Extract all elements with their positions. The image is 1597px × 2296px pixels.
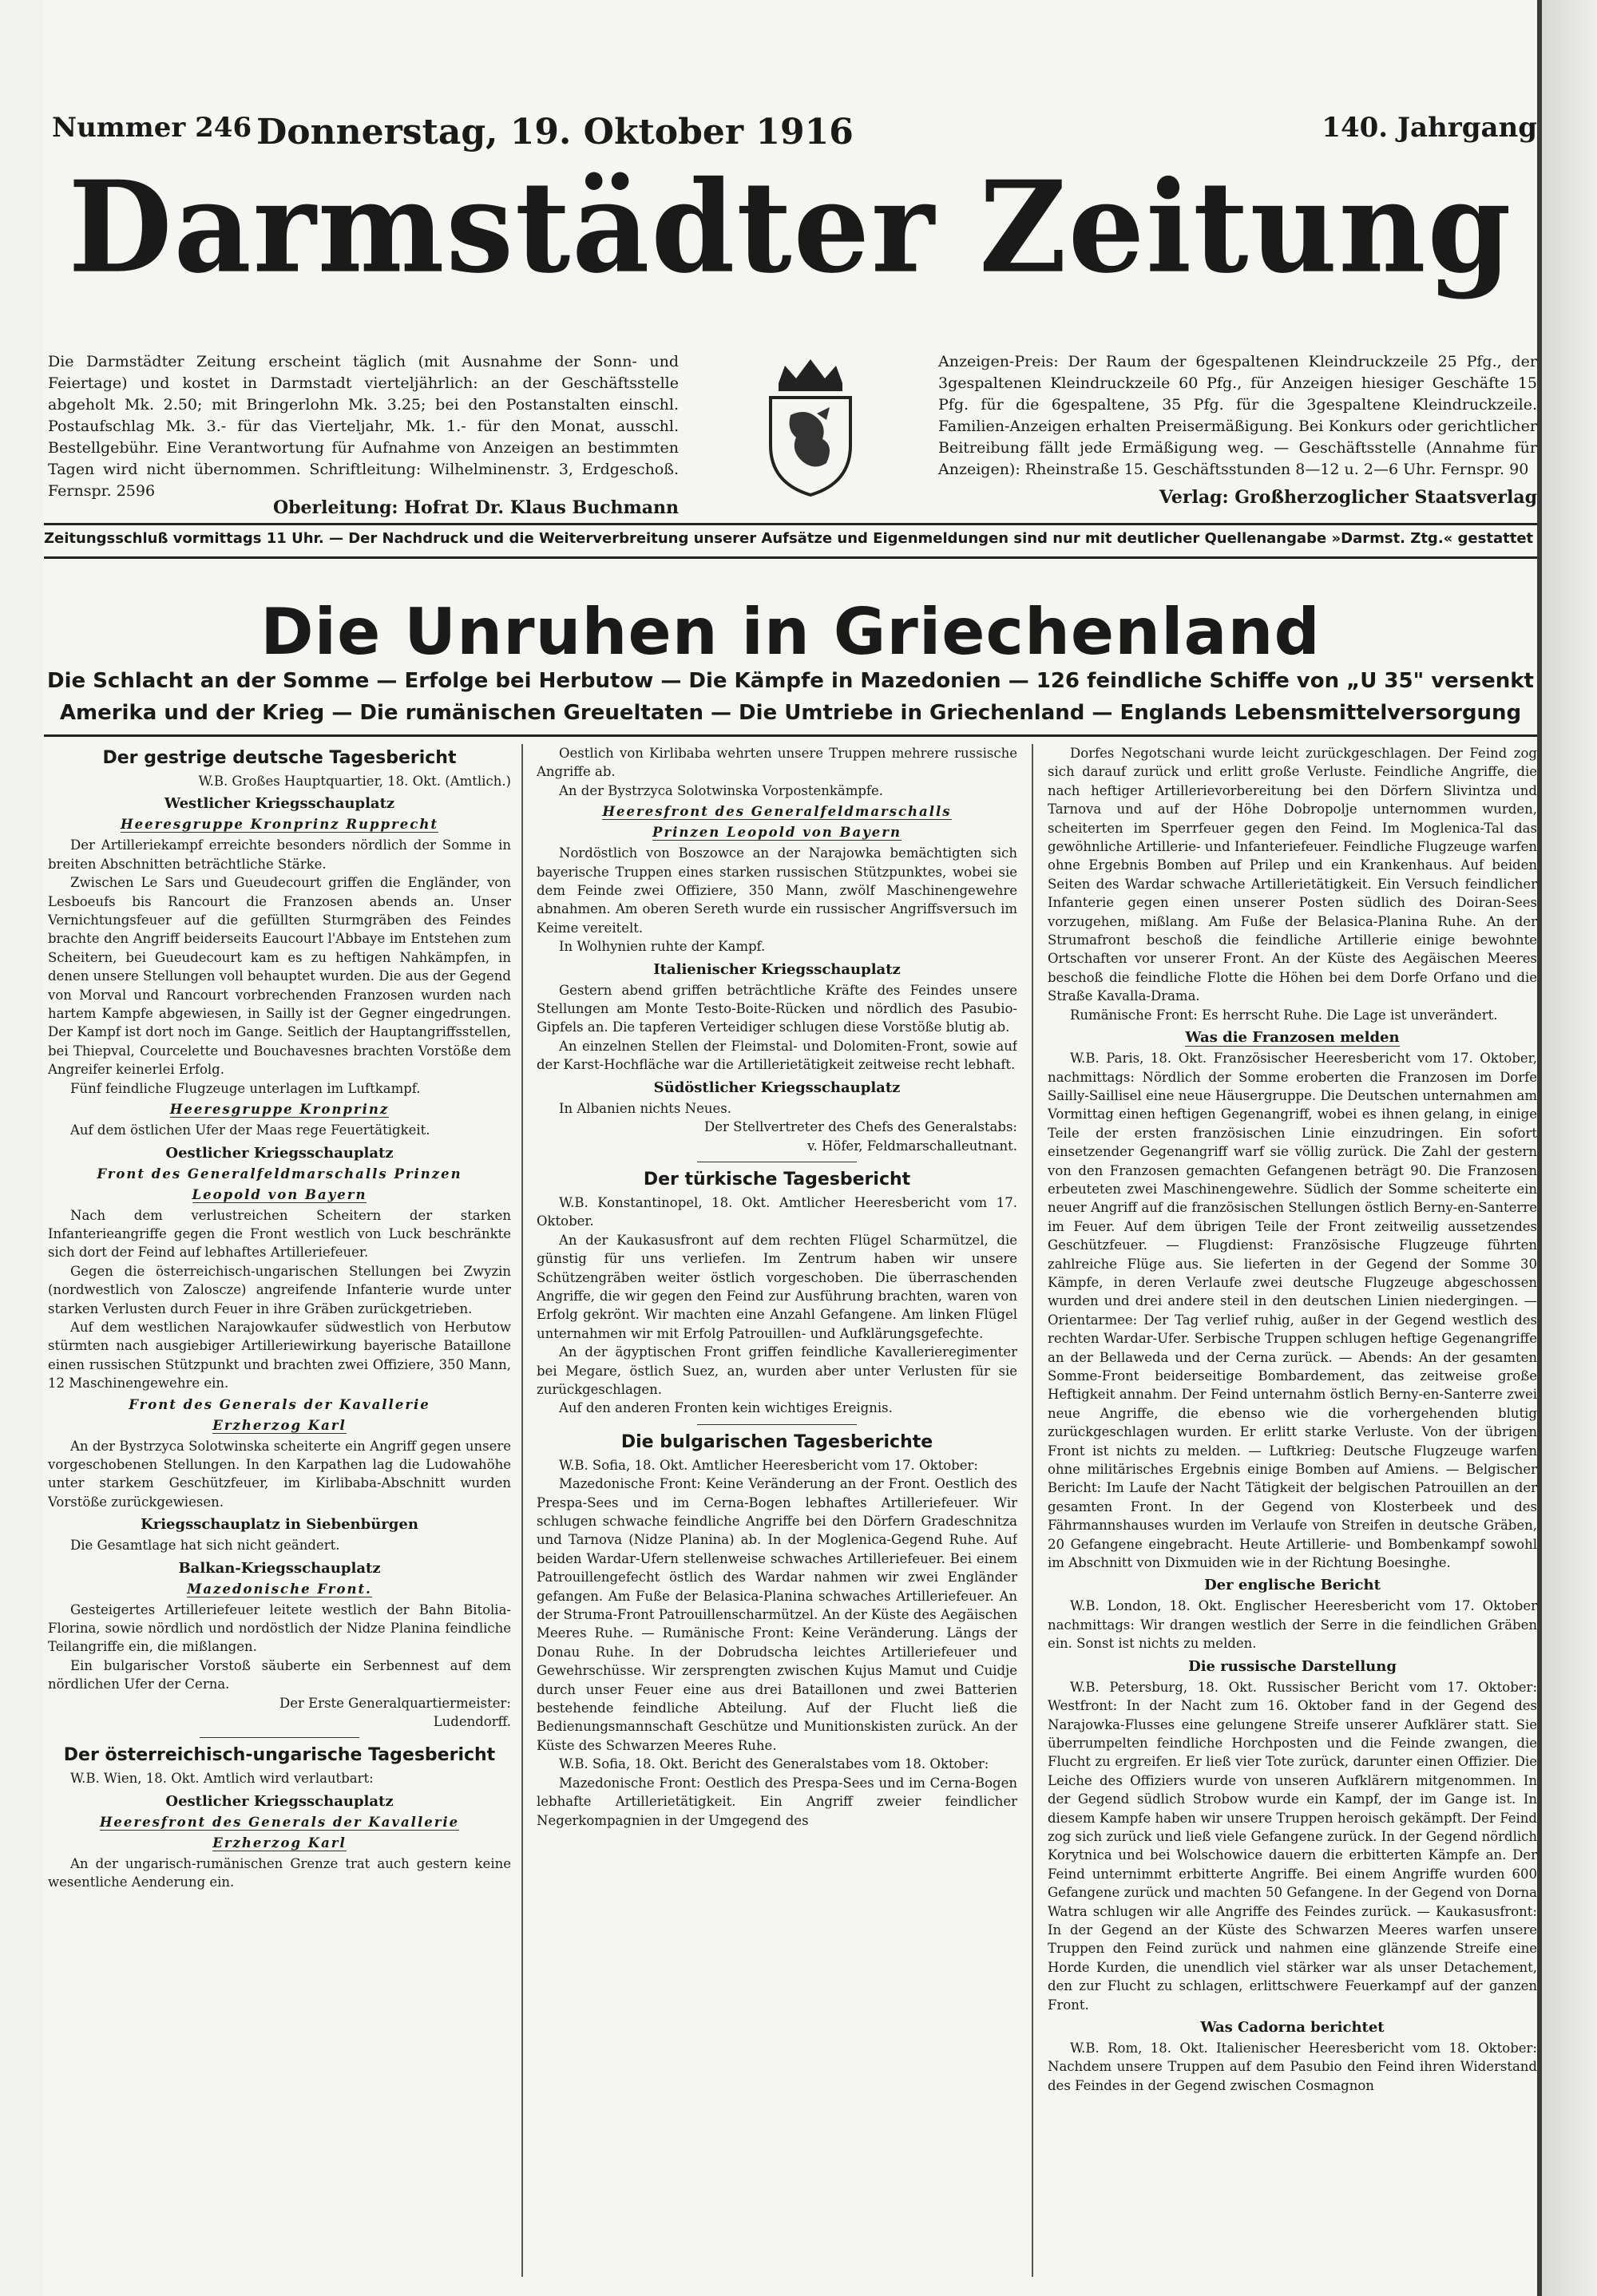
subsection-heading: Oestlicher Kriegsschauplatz xyxy=(165,1792,394,1810)
article-paragraph: Die Gesamtlage hat sich nicht geändert. xyxy=(70,1538,340,1554)
column-3 xyxy=(1048,744,1537,2277)
reprint-notice: Zeitungsschluß vormittags 11 Uhr. — Der Nachdruck und die Weiterverbreitung unserer Aufsätze und Eigenmeldungen sind nur mit deutlicher Quellenangabe »Darmst. Ztg.« gestattet xyxy=(44,530,1534,547)
article-paragraph: Auf dem westlichen Narajowkaufer südwestlich von Herbutow stürmten nach ausgiebiger Artilleriewirkung bayerische Bataillone einen russischen Stützpunkt und brachten zwei Offiziere, 350 Mann, 12 Maschinengewehre ein. xyxy=(48,1319,511,1391)
subsection-heading: Was Cadorna berichtet xyxy=(1200,2019,1385,2036)
subsection-heading: Der englische Bericht xyxy=(1204,1577,1381,1594)
article-paragraph: W.B. Konstantinopel, 18. Okt. Amtlicher Heeresbericht vom 17. Oktober. xyxy=(537,1194,1017,1229)
article-paragraph: W.B. Sofia, 18. Okt. Bericht des Generalstabes vom 18. Oktober: xyxy=(559,1756,989,1772)
divider-rule xyxy=(44,734,1537,737)
article-paragraph: W.B. Paris, 18. Okt. Französischer Heeresbericht vom 17. Oktober, nachmittags: Nördlich der Somme eroberten die Franzosen im Dorfe Sailly-Saillisel eine neue Häusergruppe. Die Deutschen unternahmen am Vormittag einen heftigen Gegenangriff, wobei es ihnen gelang, in einige Teile der ersten französischen Linie einzudringen. Ein sofort einsetzender Gegenangriff warf sie völlig zurück. Die Zahl der gestern von den Franzosen gemachten Gefangenen beträgt 90. Die Franzosen erbeuteten zwei Maschinengewehre. Südlich der Somme scheiterte ein neuer Angriff auf die französischen Stellungen östlich Berny-en-Santerre im Feuer. Auf dem übrigen Teile der Front zeitweilig aussetzendes Geschützfeuer. — Flugdienst: Französische Flugzeuge führten zahlreiche Flüge aus. Sie lieferten in der Gegend der Somme 30 Kämpfe, in deren Verlaufe zwei deutsche Flugzeuge abgeschossen wurden und drei andere steil in den deutschen Linien niedergingen. — Orientarmee: Der Tag verlief ruhig, außer in der Gegend westlich des rechten Wardar-Ufer. Serbische Truppen schlugen heftige Gegenangriffe an der Bellaweda und der Cerna zurück. — Abends: An der gesamten Somme-Front beiderseitige Bombardement, das zeitweise große Heftigkeit annahm. Der Feind unternahm östlich Berny-en-Santerre zwei neue Angriffe, die ebenso wie die vorhergehenden blutig zurückgeschlagen wurden. Er erlitt starke Verluste. Von der übrigen Front ist nichts zu melden. — Luftkrieg: Deutsche Flugzeuge warfen ohne militärisches Ergebnis einige Bomben auf Amiens. — Belgischer Bericht: Im Laufe der Nacht Tätigkeit der belgischen Patrouillen an der gesamten Front. In der Gegend von Klosterbeek und des Fährmannshauses wurden im Verlaufe von Streifen in deutsche Gräben, 20 Gefangene eingebracht. Heute Artillerie- und Bombenkampf sowohl im Abschnitt von Dixmuiden wie in der Richtung Boesinghe. xyxy=(1048,1051,1537,1571)
issue-number: Nummer 246 xyxy=(52,112,252,144)
article-paragraph: An der ägyptischen Front griffen feindliche Kavallerieregimenter bei Megare, östlich Suez, an, wurden aber unter Verlusten für sie zurückgeschlagen. xyxy=(537,1344,1017,1397)
masthead-top-line xyxy=(44,112,1537,152)
subheadline-2: Amerika und der Krieg — Die rumänischen Greueltaten — Die Umtriebe in Griechenland — Englands Lebensmittelversorgung xyxy=(59,701,1522,725)
advertising-rates: Anzeigen-Preis: Der Raum der 6gespaltenen Kleindruckzeile 25 Pfg., der 3gespaltenen Kleindruckzeile 60 Pfg., für Anzeigen hiesiger Geschäfte 15 Pfg. für die 6gespaltene, 35 Pfg. für die 3gespaltene Kleindruckzeile. Familien-Anzeigen erhalten Preisermäßigung. Bei Konkurs oder gerichtlicher Beitreibung fällt jede Ermäßigung weg. — Geschäftsstelle (Annahme für Anzeigen): Rheinstraße 15. Geschäftsstunden 8—12 u. 2—6 Uhr. Fernspr. 90 xyxy=(938,353,1537,478)
publisher-line: Verlag: Großherzoglicher Staatsverlag xyxy=(1159,487,1537,508)
army-group-label: Heeresgruppe Kronprinz xyxy=(169,1102,390,1118)
subsection-heading: Italienischer Kriegsschauplatz xyxy=(653,960,901,978)
main-headline: Die Unruhen in Griechenland xyxy=(260,595,1321,669)
article-paragraph: Fünf feindliche Flugzeuge unterlagen im Luftkampf. xyxy=(70,1080,421,1096)
signature-line: Der Stellvertreter des Chefs des Generalstabs: xyxy=(704,1119,1017,1135)
army-group-label: Heeresfront des Generalfeldmarschalls xyxy=(602,804,952,820)
article-paragraph: Gesteigertes Artilleriefeuer leitete westlich der Bahn Bitolia-Florina, sowie nördlich und nordöstlich der Nidze Planina feindliche Teilangriffe ein, die mißlangen. xyxy=(48,1601,511,1655)
subsection-heading xyxy=(1048,1028,1537,1047)
article-paragraph: An der Bystrzyca Solotwinska scheiterte ein Angriff gegen unsere vorgeschobenen Stellungen. In den Karpathen lag die Ludowahöhe unter starkem Geschützfeuer, im Kirlibaba-Abschnitt wurden Vorstöße zurückgewiesen. xyxy=(48,1438,511,1510)
army-group-heading xyxy=(48,1814,511,1831)
army-group-heading xyxy=(48,816,511,833)
article-paragraph: An der ungarisch-rumänischen Grenze trat auch gestern keine wesentliche Aenderung ein. xyxy=(48,1855,511,1890)
article-paragraph: W.B. Rom, 18. Okt. Italienischer Heeresbericht vom 18. Oktober: Nachdem unsere Truppen auf dem Pasubio den Feind ihren Widerstand des Feindes in der Gegend zwischen Cosmagnon xyxy=(1048,2041,1537,2093)
signature-line: Der Erste Generalquartiermeister: xyxy=(279,1695,511,1711)
army-group-heading xyxy=(537,824,1017,841)
subheadline-1: Die Schlacht an der Somme — Erfolge bei Herbutow — Die Kämpfe in Mazedonien — 126 feindliche Schiffe von „U 35" versenkt xyxy=(47,669,1534,693)
page-edge-shadow xyxy=(1542,0,1597,2296)
signature-name: v. Höfer, Feldmarschalleutnant. xyxy=(807,1138,1017,1154)
subsection-heading: Südöstlicher Kriegsschauplatz xyxy=(653,1079,901,1096)
issue-date: Donnerstag, 19. Oktober 1916 xyxy=(256,112,854,152)
subsection-heading: Oestlicher Kriegsschauplatz xyxy=(165,1144,394,1162)
subsection-heading: Westlicher Kriegsschauplatz xyxy=(164,795,395,813)
article-paragraph: In Wolhynien ruhte der Kampf. xyxy=(559,939,766,955)
hesse-coat-of-arms-icon xyxy=(747,351,874,499)
army-group-heading xyxy=(48,1417,511,1435)
subsection-label: Was die Franzosen melden xyxy=(1185,1029,1400,1047)
signature-name: Ludendorff. xyxy=(433,1714,511,1730)
army-group-label: Heeresfront des Generals der Kavallerie xyxy=(99,1814,460,1830)
article-paragraph: Rumänische Front: Es herrscht Ruhe. Die Lage ist unverändert. xyxy=(1070,1007,1498,1023)
article-paragraph: W.B. London, 18. Okt. Englischer Heeresbericht vom 17. Oktober nachmittags: Wir drangen westlich der Serre in die feindlichen Gräben ein. Sonst ist nichts zu melden. xyxy=(1048,1598,1537,1652)
article-paragraph: Der Artilleriekampf erreichte besonders nördlich der Somme in breiten Abschnitten beträchtliche Stärke. xyxy=(48,837,511,872)
article-paragraph: Zwischen Le Sars und Gueudecourt griffen die Engländer, von Lesboeufs bis Rancourt die Franzosen abends an. Unser Vernichtungsfeuer auf die gefüllten Sturmgräben des Feindes brachte den Angriff beiderseits Eaucourt l'Abbaye im Entstehen zum Scheitern, bei Gueudecourt kam es zu heftigen Nahkämpfen, in denen unsere Stellungen voll behauptet wurden. Die aus der Gegend von Morval und Rancourt vorbrechenden Franzosen wurden nach hartem Kampfe abgewiesen, in Sailly ist der Gegner eingedrungen. Der Kampf ist dort noch im Gange. Seitlich der Hauptangriffsstellen, bei Thiepval, Courcelette und Bouchavesnes brachten Vorstöße dem Angreifer keinerlei Erfolg. xyxy=(48,875,511,1078)
army-group-heading xyxy=(48,1101,511,1118)
army-group-label: Prinzen Leopold von Bayern xyxy=(652,825,902,841)
army-group-heading xyxy=(48,1186,511,1204)
article-paragraph: An der Bystrzyca Solotwinska Vorpostenkämpfe. xyxy=(559,782,884,798)
article-paragraph: Dorfes Negotschani wurde leicht zurückgeschlagen. Der Feind zog sich darauf zurück und erlitt große Verluste. Feindliche Angriffe, die nach heftiger Artillerievorbereitung bei den Dörfern Slivintza und Tarnova und auf der Höhe Dobropolje unternommen wurden, scheiterten im Sperrfeuer gegen den Feind. Im Moglenica-Tal das gewöhnliche Artillerie- und Infanteriefeuer. Feindliche Flugzeuge warfen ohne Ergebnis Bomben auf Prilep und ein Krankenhaus. Auf beiden Seiten des Wardar schwache Artillerietätigkeit. Ein Versuch feindlicher Infanterie gegen einen unserer Posten südlich des Doiran-Sees vorzugehen, mißlang. Am Fuße der Belasica-Planina Ruhe. An der Strumafront beschoß die feindliche Artillerie einige bewohnte Ortschaften vor unserer Front. An der Küste des Aegäischen Meeres beschoß die feindliche Flotte die Höhen bei dem Dorfe Orfano und die Straße Kavalla-Drama. xyxy=(1048,746,1537,1004)
article-paragraph: W.B. Sofia, 18. Okt. Amtlicher Heeresbericht vom 17. Oktober: xyxy=(559,1457,978,1473)
dateline: W.B. Wien, 18. Okt. Amtlich wird verlautbart: xyxy=(70,1771,374,1787)
article-paragraph: Gegen die österreichisch-ungarischen Stellungen bei Zwyzin (nordwestlich von Zaloscze) angreifende Infanterie wurde unter starken Verlusten durch Feuer in ihre Gräben zurückgetrieben. xyxy=(48,1263,511,1316)
article-paragraph: Mazedonische Front: Keine Veränderung an der Front. Oestlich des Prespa-Sees und im Cerna-Bogen lebhaftes Artilleriefeuer. Wir schlugen schwache feindliche Angriffe bei den Dörfern Gradeschnitza und Tarnova (Nidze Planina) ab. In der Moglenica-Gegend Ruhe. Auf beiden Wardar-Ufern stellenweise schwaches Artilleriefeuer. Bei einem Patrouillengefecht östlich des Wardar nahmen wir zwei Engländer gefangen. Am Fuße der Belasica-Planina schwaches Artilleriefeuer. An der Struma-Front Patrouillenscharmützel. An der Küste des Aegäischen Meeres Ruhe. — Rumänische Front: Keine Veränderung. Längs der Donau Ruhe. In der Dobrudscha leichtes Artilleriefeuer und Gewehrschüsse. Wir zersprengten zwischen Kujus Mamut und Cuidje durch unser Feuer eine aus drei Bataillonen und zwei Batterien bestehende feindliche Abteilung. Auf der Flucht ließ die Bedienungsmannschaft Geschütze und Munitionskisten zurück. An der Küste des Schwarzen Meeres Ruhe. xyxy=(537,1476,1017,1753)
article-paragraph: Oestlich von Kirlibaba wehrten unsere Truppen mehrere russische Angriffe ab. xyxy=(537,746,1017,780)
dateline: W.B. Großes Hauptquartier, 18. Okt. (Amtlich.) xyxy=(198,774,511,789)
editor-signature: Oberleitung: Hofrat Dr. Klaus Buchmann xyxy=(273,497,679,518)
article-paragraph: Gestern abend griffen beträchtliche Kräfte des Feindes unsere Stellungen am Monte Testo-Boite-Rücken und nördlich des Pasubio-Gipfels an. Die tapferen Verteidiger schlugen diese Vorstöße blutig ab. xyxy=(537,982,1017,1035)
army-group-heading: Front des Generalfeldmarschalls Prinzen xyxy=(97,1166,462,1182)
army-group-heading xyxy=(537,803,1017,821)
article-paragraph: Mazedonische Front: Oestlich des Prespa-Sees und im Cerna-Bogen lebhafte Artillerietätigkeit. Ein Angriff zweier feindlicher Negerkompagnien in der Umgegend des xyxy=(537,1775,1017,1828)
army-group-label: Leopold von Bayern xyxy=(192,1186,367,1202)
army-group-heading xyxy=(48,1835,511,1852)
section-heading: Die bulgarischen Tagesberichte xyxy=(620,1431,933,1452)
army-group-label: Erzherzog Karl xyxy=(212,1835,347,1851)
article-paragraph: Auf den anderen Fronten kein wichtiges Ereignis. xyxy=(559,1400,893,1416)
article-paragraph: An der Kaukasusfront auf dem rechten Flügel Scharmützel, die günstig für uns verliefen. Im Zentrum haben wir unsere Schützengräben weiter östlich vorgeschoben. Die überraschenden Angriffe, die wir gegen den Feind zur Ausführung brachten, waren von Erfolg gekrönt. Wir machten eine Anzahl Gefangene. Am linken Flügel unternahmen wir mit Erfolg Patrouillen- und Aufklärungsgefechte. xyxy=(537,1232,1017,1341)
section-heading: Der gestrige deutsche Tagesbericht xyxy=(102,748,457,768)
divider-rule xyxy=(44,556,1537,559)
article-paragraph: Ein bulgarischer Vorstoß säuberte ein Serbennest auf dem nördlichen Ufer der Cerna. xyxy=(48,1657,511,1692)
article-paragraph: Auf dem östlichen Ufer der Maas rege Feuertätigkeit. xyxy=(70,1122,430,1138)
newspaper-title: Darmstädter Zeitung xyxy=(68,153,1513,302)
article-paragraph: W.B. Petersburg, 18. Okt. Russischer Bericht vom 17. Oktober: Westfront: In der Nacht zum 16. Oktober fand in der Gegend des Narajowka-Flusses eine gelungene Streife unserer Aufklärer statt. Sie überrumpelten feindliche Horchposten und die Feinde zwangen, die Flucht zu ergreifen. Er ließ vier Tote zurück, darunter einen Offizier. Die Leiche des Offiziers wurde von unseren Aufklärern mitgenommen. In der Gegend südlich Strobow wurde ein Kampf, der im Gange ist. In diesem Kampfe haben wir unsere Truppen heroisch gekämpft. Der Feind zog sich zurück und ließ viele Gefangene zurück. In der Gegend nördlich Korytnica und bei Wolschowice dauern die erbitterten Kämpfe an. Der Feind unternimmt erbitterte Angriffe. Bei einem Angriffe wurden 600 Gefangene zurück und machten 50 Gefangene. In der Gegend von Dorna Watra schlugen wir alle Angriffe des Feindes zurück. — Kaukasusfront: In der Gegend an der Küste des Schwarzen Meeres warfen unsere Truppen den Feind zurück und nahmen eine glänzende Streife eine Horde Kurden, die unendlich viel stärker war als unser Detachement, den zur Flucht zu schlagen, erlittschwere Feuerkampf auf der ganzen Front. xyxy=(1048,1679,1537,2013)
article-paragraph: An einzelnen Stellen der Fleimstal- und Dolomiten-Front, sowie auf der Karst-Hochfläche war die Artillerietätigkeit zeitweise recht lebhaft. xyxy=(537,1038,1017,1073)
column-2 xyxy=(537,744,1017,2277)
section-divider xyxy=(200,1737,359,1738)
section-divider xyxy=(697,1424,857,1425)
section-heading: Der österreichisch-ungarische Tagesbericht xyxy=(63,1745,496,1766)
divider-rule xyxy=(44,523,1537,525)
army-group-label: Erzherzog Karl xyxy=(212,1417,347,1433)
subsection-heading: Die russische Darstellung xyxy=(1188,1657,1397,1675)
section-heading: Der türkische Tagesbericht xyxy=(643,1169,911,1190)
subscription-info: Die Darmstädter Zeitung erscheint täglich (mit Ausnahme der Sonn- und Feiertage) und kostet in Darmstadt vierteljährlich: an der Geschäftsstelle abgeholt Mk. 2.50; mit Bringerlohn Mk. 3.25; bei den Postanstalten einschl. Postaufschlag Mk. 3.- für das Vierteljahr, Mk. 1.- für den Monat, ausschl. Bestellgebühr. Eine Verantwortung für Aufnahme von Anzeigen an bestimmten Tagen wird nicht übernommen. Schriftleitung: Wilhelminenstr. 3, Erdgeschoß. Fernspr. 2596 xyxy=(48,353,679,500)
article-paragraph: In Albanien nichts Neues. xyxy=(559,1100,731,1116)
subsection-heading: Kriegsschauplatz in Siebenbürgen xyxy=(141,1516,418,1534)
column-separator xyxy=(521,744,523,2277)
army-group-heading xyxy=(48,1581,511,1598)
article-paragraph: Nach dem verlustreichen Scheitern der starken Infanterieangriffe gegen die Front westlich von Luck beschränkte sich dort der Feind auf lebhaftes Artilleriefeuer. xyxy=(48,1207,511,1261)
column-separator xyxy=(1032,744,1033,2277)
army-group-heading: Front des Generals der Kavallerie xyxy=(129,1396,430,1412)
army-group-label: Mazedonische Front. xyxy=(187,1581,372,1597)
newspaper-page xyxy=(44,0,1542,2296)
volume-year: 140. Jahrgang xyxy=(1322,112,1537,144)
subsection-heading: Balkan-Kriegsschauplatz xyxy=(178,1559,381,1577)
army-group-label: Heeresgruppe Kronprinz Rupprecht xyxy=(121,817,438,833)
column-1 xyxy=(48,744,511,2277)
article-paragraph: Nordöstlich von Boszowce an der Narajowka bemächtigten sich bayerische Truppen eines starken russischen Stützpunktes, wobei sie dem Feinde zwei Offiziere, 350 Mann, zwölf Maschinengewehre abnahmen. Am oberen Sereth wurde ein russischer Angriffsversuch im Keime vereitelt. xyxy=(537,845,1017,936)
